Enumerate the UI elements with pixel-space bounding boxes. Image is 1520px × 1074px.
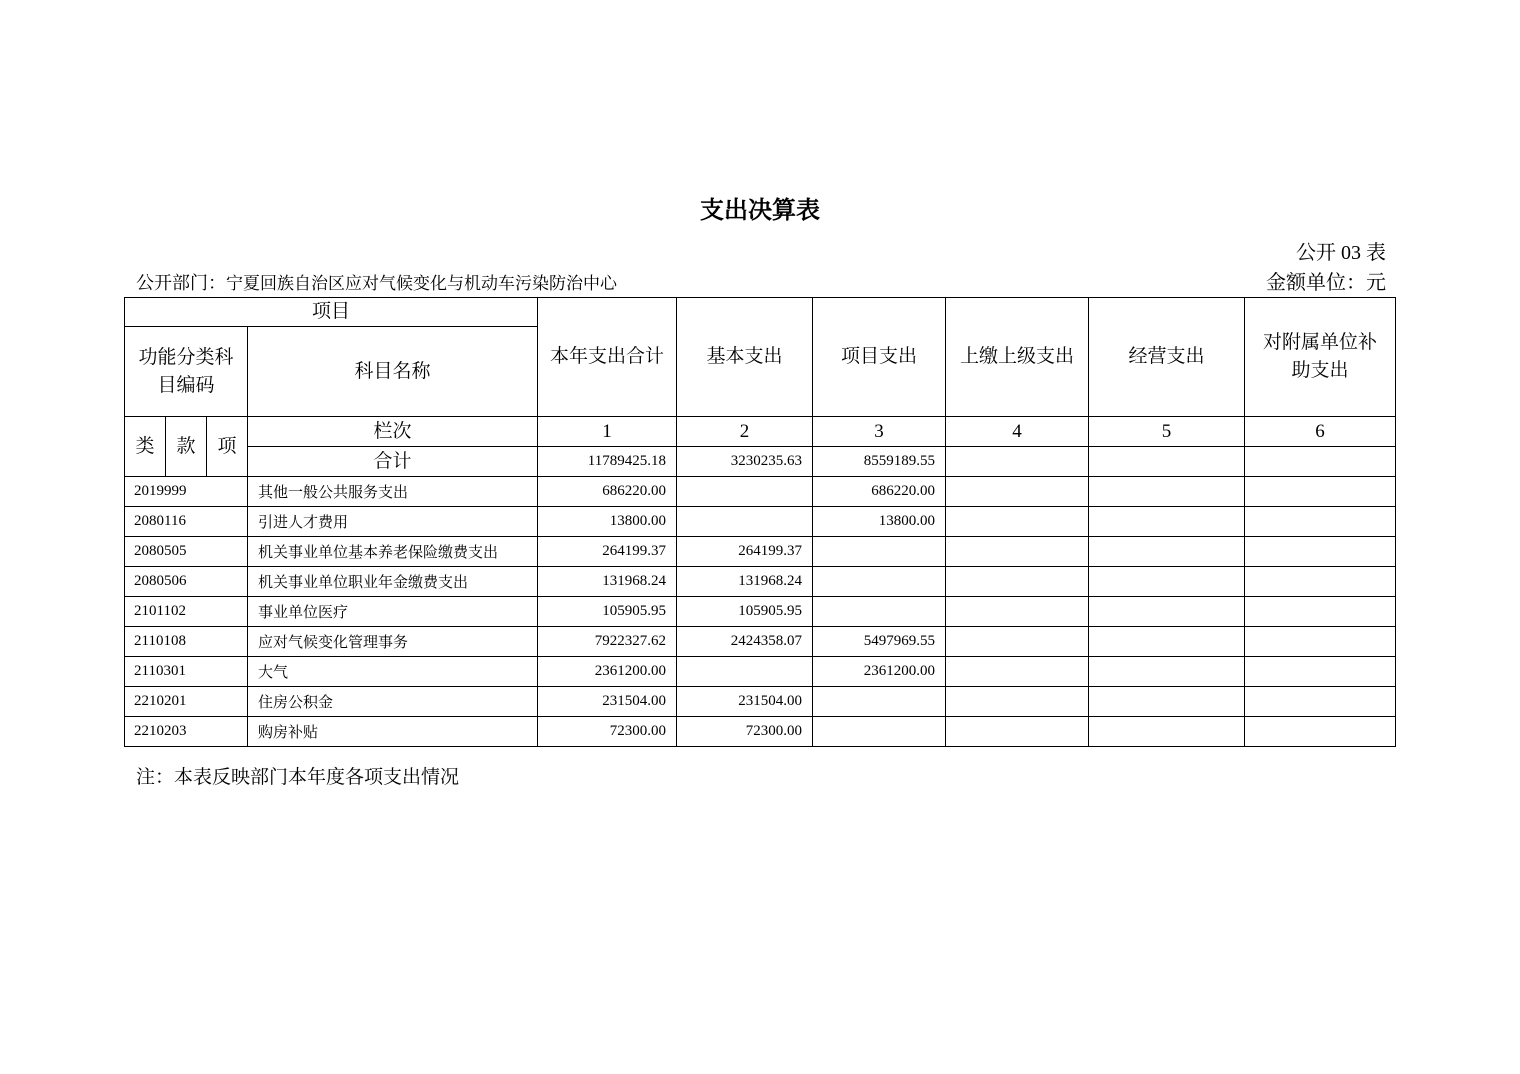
amount-cell: 2424358.07 <box>677 627 813 657</box>
subject-code: 2110108 <box>125 627 248 657</box>
department-name: 宁夏回族自治区应对气候变化与机动车污染防治中心 <box>226 274 617 293</box>
amount-cell: 105905.95 <box>538 597 677 627</box>
amount-cell <box>946 597 1089 627</box>
amount-cell <box>1245 717 1396 747</box>
header-lei: 类 <box>125 417 166 477</box>
table-row <box>125 567 1396 597</box>
amount-cell: 2361200.00 <box>538 657 677 687</box>
amount-cell: 264199.37 <box>677 537 813 567</box>
table-row <box>125 507 1396 537</box>
table-row <box>125 597 1396 627</box>
subject-code: 2210201 <box>125 687 248 717</box>
table-row <box>125 477 1396 507</box>
table-row <box>125 687 1396 717</box>
amount-cell: 686220.00 <box>813 477 946 507</box>
subject-code: 2101102 <box>125 597 248 627</box>
page-title: 支出决算表 <box>700 198 820 224</box>
table-row <box>125 627 1396 657</box>
total-label: 合计 <box>248 447 538 477</box>
amount-cell <box>1089 657 1245 687</box>
subject-name: 机关事业单位职业年金缴费支出 <box>248 567 538 597</box>
amount-cell <box>1245 687 1396 717</box>
header-item: 项目 <box>125 298 538 327</box>
total-value <box>1089 447 1245 477</box>
amount-cell <box>1245 567 1396 597</box>
amount-cell <box>946 687 1089 717</box>
amount-cell <box>1245 627 1396 657</box>
amount-cell: 13800.00 <box>538 507 677 537</box>
form-number: 公开 03 表 <box>1296 242 1386 264</box>
amount-cell: 13800.00 <box>813 507 946 537</box>
amount-unit: 金额单位：元 <box>1266 272 1386 294</box>
table-row <box>125 717 1396 747</box>
amount-cell <box>946 657 1089 687</box>
amount-cell <box>946 477 1089 507</box>
subject-name: 住房公积金 <box>248 687 538 717</box>
amount-cell <box>1245 597 1396 627</box>
subject-code: 2080116 <box>125 507 248 537</box>
amount-cell <box>1245 477 1396 507</box>
header-lanci: 栏次 <box>248 417 538 447</box>
column-index: 2 <box>677 417 813 447</box>
amount-cell <box>946 567 1089 597</box>
amount-cell <box>677 657 813 687</box>
amount-cell <box>813 717 946 747</box>
department-label: 公开部门： <box>136 273 226 293</box>
amount-cell: 264199.37 <box>538 537 677 567</box>
amount-cell <box>1089 627 1245 657</box>
total-value: 8559189.55 <box>813 447 946 477</box>
amount-cell: 72300.00 <box>677 717 813 747</box>
header-col-basic: 基本支出 <box>677 298 813 417</box>
column-index: 4 <box>946 417 1089 447</box>
amount-cell <box>813 687 946 717</box>
amount-cell: 72300.00 <box>538 717 677 747</box>
subject-code: 2210203 <box>125 717 248 747</box>
amount-cell: 105905.95 <box>677 597 813 627</box>
amount-cell <box>813 597 946 627</box>
total-value: 11789425.18 <box>538 447 677 477</box>
subject-code: 2080505 <box>125 537 248 567</box>
amount-cell <box>813 537 946 567</box>
subject-name: 购房补贴 <box>248 717 538 747</box>
table-body <box>125 298 1396 747</box>
header-col-operation: 经营支出 <box>1089 298 1245 417</box>
amount-cell <box>946 507 1089 537</box>
amount-cell <box>1089 597 1245 627</box>
amount-cell: 231504.00 <box>677 687 813 717</box>
amount-cell: 131968.24 <box>677 567 813 597</box>
header-kuan: 款 <box>166 417 207 477</box>
column-index: 1 <box>538 417 677 447</box>
table-row <box>125 537 1396 567</box>
subject-name: 引进人才费用 <box>248 507 538 537</box>
subject-name: 机关事业单位基本养老保险缴费支出 <box>248 537 538 567</box>
amount-cell <box>1089 717 1245 747</box>
header-xiang: 项 <box>207 417 248 477</box>
amount-cell <box>677 507 813 537</box>
amount-cell <box>1089 537 1245 567</box>
column-index: 6 <box>1245 417 1396 447</box>
header-code: 功能分类科目编码 <box>125 327 248 417</box>
expenditure-table <box>124 297 1396 747</box>
total-row <box>125 447 1396 477</box>
column-index: 3 <box>813 417 946 447</box>
amount-cell <box>1245 507 1396 537</box>
header-col-total: 本年支出合计 <box>538 298 677 417</box>
total-value <box>1245 447 1396 477</box>
amount-cell <box>946 627 1089 657</box>
amount-cell <box>813 567 946 597</box>
header-col-project: 项目支出 <box>813 298 946 417</box>
amount-cell: 231504.00 <box>538 687 677 717</box>
subject-name: 事业单位医疗 <box>248 597 538 627</box>
subject-code: 2019999 <box>125 477 248 507</box>
subject-code: 2080506 <box>125 567 248 597</box>
amount-cell <box>1089 687 1245 717</box>
subject-code: 2110301 <box>125 657 248 687</box>
total-value <box>946 447 1089 477</box>
amount-cell <box>1245 537 1396 567</box>
amount-cell: 5497969.55 <box>813 627 946 657</box>
footnote: 注：本表反映部门本年度各项支出情况 <box>136 767 460 788</box>
table-row <box>125 657 1396 687</box>
subject-name: 其他一般公共服务支出 <box>248 477 538 507</box>
header-name: 科目名称 <box>248 327 538 417</box>
department-line <box>136 269 617 298</box>
amount-cell <box>1089 477 1245 507</box>
subject-name: 大气 <box>248 657 538 687</box>
total-value: 3230235.63 <box>677 447 813 477</box>
amount-cell: 686220.00 <box>538 477 677 507</box>
amount-cell <box>1089 567 1245 597</box>
amount-cell <box>1089 507 1245 537</box>
header-col-subsidy: 对附属单位补助支出 <box>1245 298 1396 417</box>
subject-name: 应对气候变化管理事务 <box>248 627 538 657</box>
amount-cell <box>1245 657 1396 687</box>
amount-cell <box>946 717 1089 747</box>
amount-cell: 7922327.62 <box>538 627 677 657</box>
column-index: 5 <box>1089 417 1245 447</box>
amount-cell: 2361200.00 <box>813 657 946 687</box>
amount-cell <box>677 477 813 507</box>
amount-cell <box>946 537 1089 567</box>
amount-cell: 131968.24 <box>538 567 677 597</box>
header-col-remit: 上缴上级支出 <box>946 298 1089 417</box>
